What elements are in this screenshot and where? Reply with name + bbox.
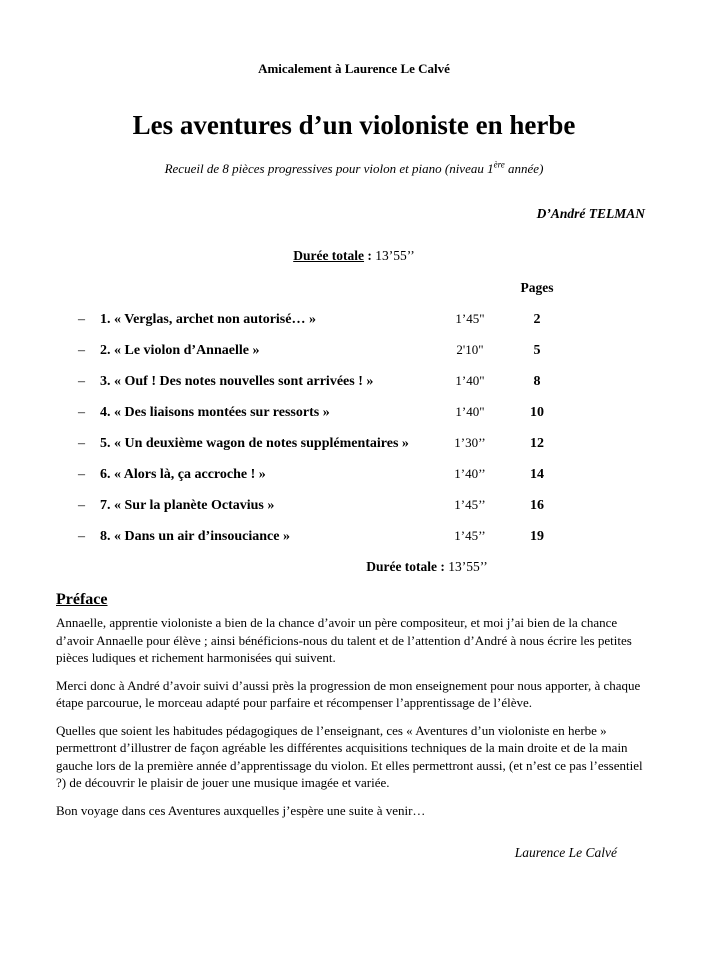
- list-dash: –: [78, 343, 85, 358]
- piece-title: [78, 497, 435, 515]
- piece-title: [78, 342, 435, 360]
- list-dash: –: [78, 498, 85, 513]
- piece-title: [78, 528, 435, 546]
- piece-page-number: 16: [530, 498, 544, 513]
- table-of-contents: [0, 279, 708, 576]
- toc-row-1: [0, 310, 708, 328]
- piece-duration: 1’40": [455, 404, 485, 419]
- list-dash: –: [78, 374, 85, 389]
- piece-page-number: 2: [533, 312, 541, 327]
- subtitle-text-start: Recueil de 8 pièces progressives pour violon et piano (niveau 1: [164, 161, 494, 176]
- piece-title-text: 1. « Verglas, archet non autorisé… »: [100, 312, 316, 327]
- preface-paragraph-1: Annaelle, apprentie violoniste a bien de la chance d’avoir un père compositeur, et moi j’ai bien de la chance d’avoir Annaelle pour élève ; ainsi bénéficions-nous du talent et de l’attention d’André à nous écrire les petites pièces ludiques et richement harmonisées qui suivent.: [56, 615, 632, 665]
- list-dash: –: [78, 529, 85, 544]
- piece-title-text: 4. « Des liaisons montées sur ressorts »: [100, 405, 330, 420]
- piece-title-text: 8. « Dans un air d’insouciance »: [100, 529, 290, 544]
- dedication-text: Amicalement à Laurence Le Calvé: [258, 61, 450, 76]
- total-duration-label: Durée totale :: [366, 559, 445, 574]
- author-byline: D’André TELMAN: [536, 206, 645, 221]
- toc-row-4: [0, 403, 708, 421]
- preface-paragraph-4: Bon voyage dans ces Aventures auxquelles j’espère une suite à venir…: [56, 802, 426, 818]
- list-dash: –: [78, 467, 85, 482]
- total-duration-footer: [0, 558, 708, 576]
- piece-duration: 1’40": [455, 373, 485, 388]
- list-dash: –: [78, 312, 85, 327]
- piece-title: [78, 311, 435, 329]
- piece-page-number: 14: [530, 467, 544, 482]
- piece-page-number: 8: [533, 374, 541, 389]
- piece-duration: 2'10": [456, 342, 484, 357]
- toc-row-7: [0, 496, 708, 514]
- piece-duration: 1’45’’: [454, 497, 486, 512]
- piece-duration: 1’45’’: [454, 528, 486, 543]
- piece-duration: 1’40’’: [454, 466, 486, 481]
- duration-separator: :: [364, 248, 376, 263]
- signature: Laurence Le Calvé: [514, 845, 617, 860]
- toc-row-8: [0, 527, 708, 545]
- list-dash: –: [78, 436, 85, 451]
- list-dash: –: [78, 405, 85, 420]
- preface-heading: Préface: [56, 591, 108, 608]
- subtitle-text-end: année): [504, 161, 544, 176]
- pages-column-header: Pages: [520, 280, 554, 295]
- piece-page-number: 19: [530, 529, 544, 544]
- preface-paragraph-3: Quelles que soient les habitudes pédagogiques de l’enseignant, ces « Aventures d’un violoniste en herbe » permettront d’illustrer de façon agréable les différentes acquisitions techniques de la main droite et de la main gauche lors de la première année d’apprentissage du violon. Et elles permettront aussi, (et n’est ce pas l’essentiel ?) de découvrir le plaisir de jouer une musique imagée et variée.: [56, 722, 643, 790]
- duration-value: 13’55’’: [375, 248, 415, 263]
- toc-row-3: [0, 372, 708, 390]
- piece-page-number: 10: [530, 405, 544, 420]
- piece-title: [78, 404, 435, 422]
- page-title: Les aventures d’un violoniste en herbe: [132, 110, 576, 140]
- duration-label: Durée totale: [293, 248, 365, 263]
- piece-title: [78, 466, 435, 484]
- toc-row-2: [0, 341, 708, 359]
- piece-page-number: 5: [533, 343, 541, 358]
- piece-title: [78, 373, 435, 391]
- preface-paragraph-2: Merci donc à André d’avoir suivi d’aussi près la progression de mon enseignement pour nous apporter, à chaque étape parcourue, le morceau adapté pour parfaire et récompenser l’apprentissage de l’élève.: [56, 677, 641, 710]
- toc-row-5: [0, 434, 708, 452]
- toc-header-row: [0, 279, 708, 297]
- toc-row-6: [0, 465, 708, 483]
- piece-duration: 1’30’’: [454, 435, 486, 450]
- total-duration-value: 13’55’’: [444, 559, 488, 574]
- piece-title-text: 2. « Le violon d’Annaelle »: [100, 343, 260, 358]
- subtitle: [0, 160, 708, 178]
- piece-title: [78, 435, 435, 453]
- piece-title-text: 3. « Ouf ! Des notes nouvelles sont arrivées ! »: [100, 374, 374, 389]
- piece-title-text: 7. « Sur la planète Octavius »: [100, 498, 275, 513]
- piece-duration: 1’45": [455, 311, 485, 326]
- piece-title-text: 5. « Un deuxième wagon de notes supplémentaires »: [100, 436, 409, 451]
- piece-page-number: 12: [530, 436, 544, 451]
- total-duration-header: [0, 247, 708, 265]
- piece-title-text: 6. « Alors là, ça accroche ! »: [100, 467, 266, 482]
- subtitle-superscript: ère: [493, 159, 505, 170]
- preface-section: [0, 590, 708, 862]
